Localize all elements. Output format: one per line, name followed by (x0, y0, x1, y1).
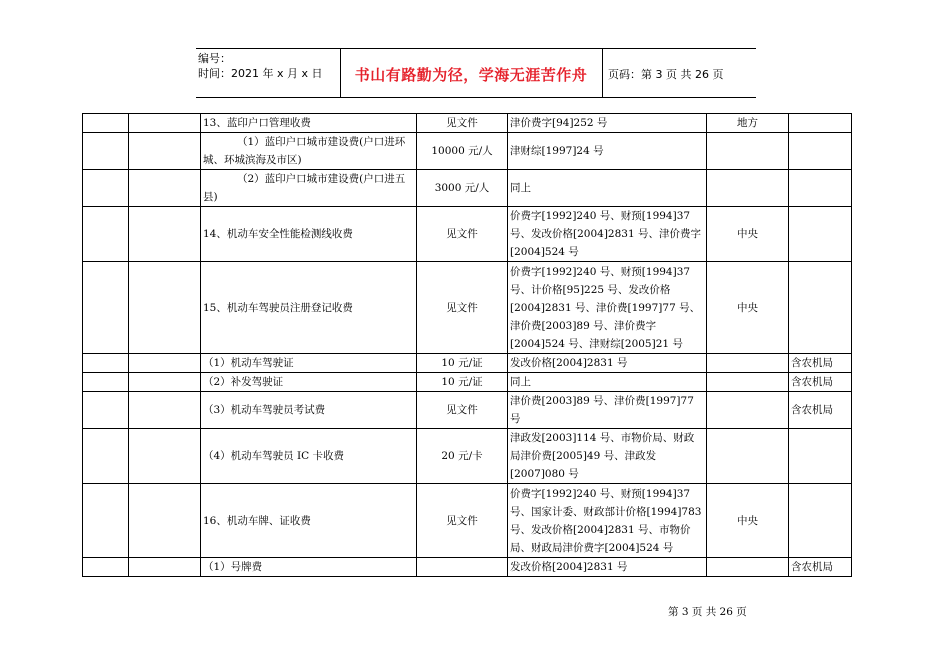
note-cell: 含农机局 (789, 373, 852, 392)
item-cell: （1）机动车驾驶证 (201, 354, 417, 373)
basis-cell: 津价费字[94]252 号 (508, 114, 707, 133)
header-divider (602, 49, 603, 97)
note-cell (789, 207, 852, 262)
cell-blank (83, 392, 129, 429)
table-row (83, 114, 852, 133)
page-header (196, 48, 756, 98)
note-cell (789, 429, 852, 484)
item-cell: 16、机动车牌、证收费 (201, 484, 417, 558)
table-row (83, 133, 852, 170)
cell-blank (129, 114, 201, 133)
basis-cell: 价费字[1992]240 号、财预[1994]37 号、计价格[95]225 号、发改价格[2004]2831 号、津价费[1997]77 号、津价费[2003]89 号、津价费字[2004]524 号、津财综[2005]21 号 (508, 262, 707, 354)
standard-cell: 3000 元/人 (417, 170, 508, 207)
item-cell: （2）蓝印户口城市建设费(户口进五县) (201, 170, 417, 207)
table-row (83, 392, 852, 429)
item-cell: 13、蓝印户口管理收费 (201, 114, 417, 133)
cell-blank (83, 373, 129, 392)
level-cell (707, 429, 789, 484)
header-meta (198, 51, 338, 81)
cell-blank (83, 429, 129, 484)
table-row (83, 558, 852, 577)
header-divider (340, 49, 341, 97)
note-cell (789, 262, 852, 354)
basis-cell: 发改价格[2004]2831 号 (508, 354, 707, 373)
item-cell: （3）机动车驾驶员考试费 (201, 392, 417, 429)
level-cell: 中央 (707, 484, 789, 558)
cell-blank (83, 484, 129, 558)
note-cell: 含农机局 (789, 354, 852, 373)
level-cell (707, 392, 789, 429)
cell-blank (83, 133, 129, 170)
item-cell: （1）号牌费 (201, 558, 417, 577)
table-row (83, 207, 852, 262)
page-footer: 第 3 页 共 26 页 (668, 606, 747, 618)
cell-blank (129, 484, 201, 558)
standard-cell: 见文件 (417, 484, 508, 558)
note-cell: 含农机局 (789, 558, 852, 577)
number-label: 编号： (198, 52, 231, 65)
standard-cell: 见文件 (417, 114, 508, 133)
standard-cell: 20 元/卡 (417, 429, 508, 484)
table-row (83, 373, 852, 392)
note-cell (789, 170, 852, 207)
item-cell: 15、机动车驾驶员注册登记收费 (201, 262, 417, 354)
cell-blank (83, 170, 129, 207)
level-cell (707, 354, 789, 373)
standard-cell (417, 558, 508, 577)
cell-blank (129, 207, 201, 262)
time-label: 时间：2021 年 x 月 x 日 (198, 67, 323, 80)
standard-cell: 见文件 (417, 207, 508, 262)
basis-cell: 发改价格[2004]2831 号 (508, 558, 707, 577)
basis-cell: 价费字[1992]240 号、财预[1994]37 号、发改价格[2004]2831 号、津价费字[2004]524 号 (508, 207, 707, 262)
item-cell: （1）蓝印户口城市建设费(户口进环城、环城滨海及市区) (201, 133, 417, 170)
cell-blank (129, 373, 201, 392)
cell-blank (129, 262, 201, 354)
standard-cell: 见文件 (417, 262, 508, 354)
cell-blank (129, 429, 201, 484)
table-row (83, 484, 852, 558)
item-cell: 14、机动车安全性能检测线收费 (201, 207, 417, 262)
cell-blank (83, 262, 129, 354)
cell-blank (129, 170, 201, 207)
standard-cell: 见文件 (417, 392, 508, 429)
level-cell (707, 170, 789, 207)
level-cell: 中央 (707, 262, 789, 354)
level-cell (707, 373, 789, 392)
cell-blank (83, 354, 129, 373)
level-cell: 中央 (707, 207, 789, 262)
basis-cell: 津财综[1997]24 号 (508, 133, 707, 170)
note-cell (789, 133, 852, 170)
note-cell (789, 114, 852, 133)
note-cell (789, 484, 852, 558)
basis-cell: 津价费[2003]89 号、津价费[1997]77 号 (508, 392, 707, 429)
basis-cell: 同上 (508, 373, 707, 392)
table-row (83, 354, 852, 373)
basis-cell: 津政发[2003]114 号、市物价局、财政局津价费[2005]49 号、津政发[2007]080 号 (508, 429, 707, 484)
cell-blank (83, 114, 129, 133)
item-cell: （4）机动车驾驶员 IC 卡收费 (201, 429, 417, 484)
item-cell: （2）补发驾驶证 (201, 373, 417, 392)
standard-cell: 10 元/证 (417, 354, 508, 373)
note-cell: 含农机局 (789, 392, 852, 429)
cell-blank (83, 207, 129, 262)
table-row (83, 429, 852, 484)
table-row (83, 170, 852, 207)
table-row (83, 262, 852, 354)
header-page-info: 页码：第 3 页 共 26 页 (608, 68, 724, 81)
cell-blank (129, 392, 201, 429)
standard-cell: 10000 元/人 (417, 133, 508, 170)
header-motto: 书山有路勤为径，学海无涯苦作舟 (354, 66, 588, 84)
level-cell (707, 133, 789, 170)
level-cell: 地方 (707, 114, 789, 133)
cell-blank (129, 558, 201, 577)
cell-blank (83, 558, 129, 577)
standard-cell: 10 元/证 (417, 373, 508, 392)
basis-cell: 同上 (508, 170, 707, 207)
fee-table (82, 113, 852, 577)
cell-blank (129, 133, 201, 170)
basis-cell: 价费字[1992]240 号、财预[1994]37 号、国家计委、财政部计价格[1994]783 号、发改价格[2004]2831 号、市物价局、财政局津价费字[2004]524 号 (508, 484, 707, 558)
level-cell (707, 558, 789, 577)
cell-blank (129, 354, 201, 373)
